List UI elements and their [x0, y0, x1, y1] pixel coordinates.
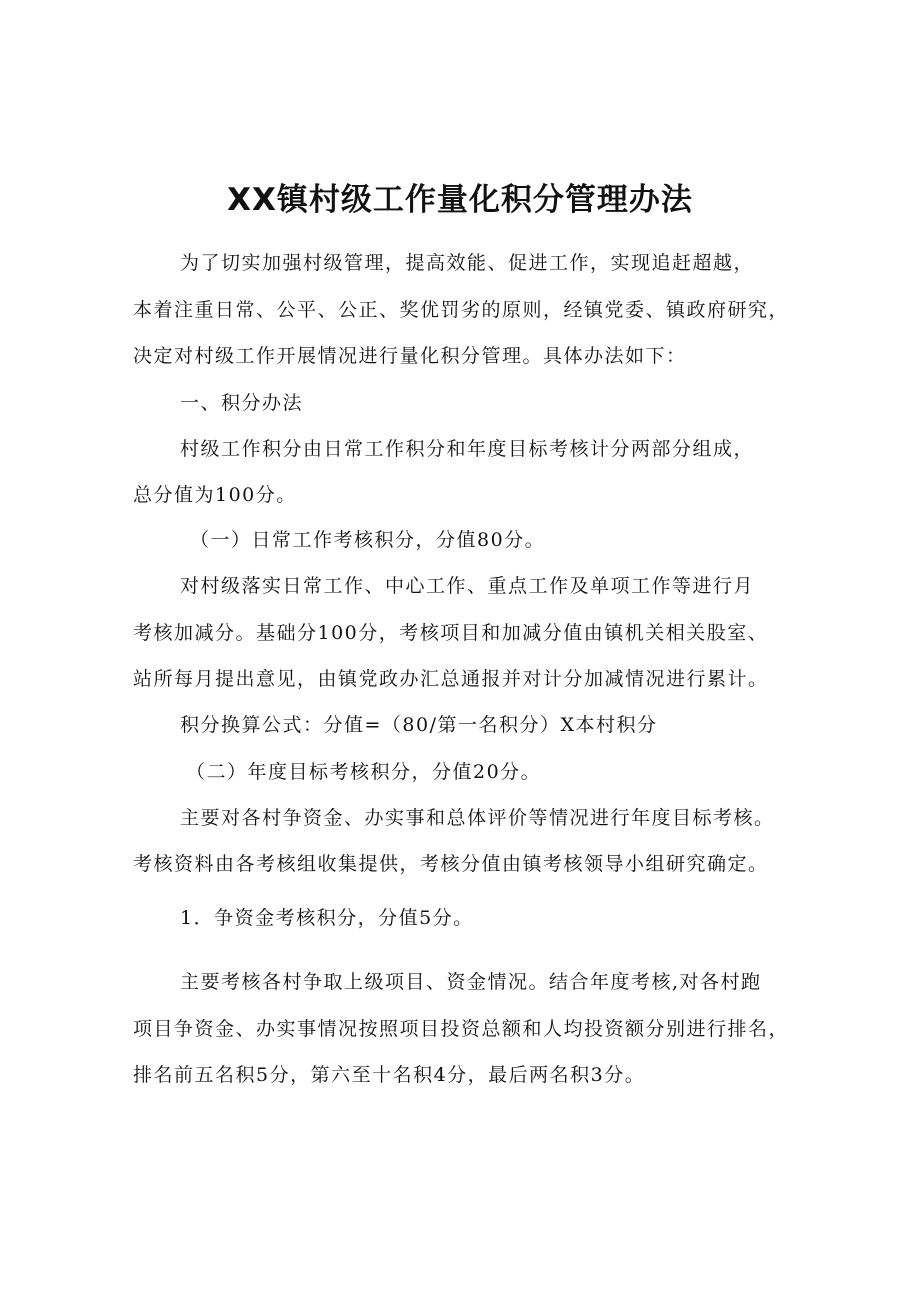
paragraph-line: 为了切实加强村级管理，提高效能、促进工作，实现追赶超越，	[180, 252, 755, 274]
document-title: XX镇村级工作量化积分管理办法	[227, 182, 693, 218]
subsection-heading: （一）日常工作考核积分，分值80分。	[190, 529, 546, 551]
paragraph-line: 项目争资金、办实事情况按照项目投资总额和人均投资额分别进行排名，	[133, 1018, 790, 1040]
paragraph-line: 对村级落实日常工作、中心工作、重点工作及单项工作等进行月	[180, 575, 755, 597]
paragraph-line: 总分值为100分。	[133, 484, 297, 506]
paragraph-line: 主要对各村争资金、办实事和总体评价等情况进行年度目标考核。	[180, 807, 775, 829]
item-heading: 1．争资金考核积分，分值5分。	[180, 907, 474, 929]
section-heading: 一、积分办法	[180, 392, 304, 414]
formula-line: 积分换算公式：分值=（80/第一名积分）X本村积分	[180, 714, 658, 736]
paragraph-line: 站所每月提出意见，由镇党政办汇总通报并对计分加减情况进行累计。	[133, 668, 769, 690]
paragraph-line: 本着注重日常、公平、公正、奖优罚劣的原则，经镇党委、镇政府研究，	[133, 299, 790, 321]
paragraph-line: 考核加减分。基础分100分，考核项目和加减分值由镇机关相关股室、	[133, 622, 769, 644]
paragraph-line: 排名前五名积5分，第六至十名积4分，最后两名积3分。	[133, 1064, 646, 1086]
paragraph-line: 考核资料由各考核组收集提供，考核分值由镇考核领导小组研究确定。	[133, 853, 769, 875]
paragraph-line: 村级工作积分由日常工作积分和年度目标考核计分两部分组成，	[180, 438, 755, 460]
paragraph-line: 主要考核各村争取上级项目、资金情况。结合年度考核,对各村跑	[180, 971, 762, 993]
paragraph-line: 决定对村级工作开展情况进行量化积分管理。具体办法如下：	[133, 345, 687, 367]
subsection-heading: （二）年度目标考核积分，分值20分。	[186, 761, 542, 783]
